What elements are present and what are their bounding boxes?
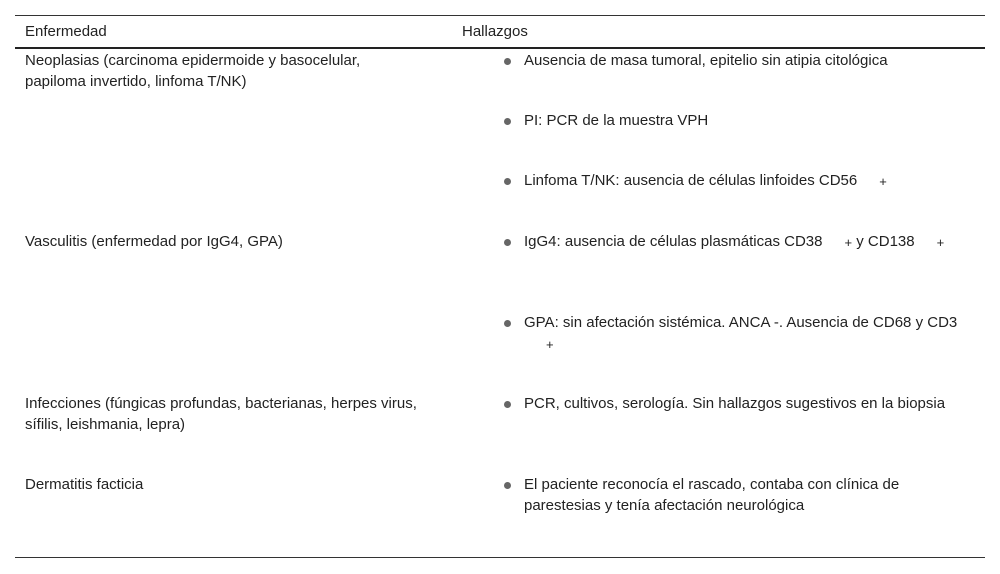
superscript-plus: + (844, 235, 853, 250)
finding-item (504, 393, 964, 414)
finding-item (504, 231, 964, 252)
bullet-icon (504, 58, 511, 65)
superscript-plus: + (546, 337, 554, 352)
finding-text: PI: PCR de la muestra VPH (524, 112, 709, 129)
finding-item (504, 170, 964, 191)
header-hallazgos: Hallazgos (462, 23, 528, 40)
finding-item (504, 312, 964, 354)
disease-vasculitis: Vasculitis (enfermedad por IgG4, GPA) (25, 233, 283, 250)
bullet-icon (504, 482, 511, 489)
bullet-icon (504, 178, 511, 185)
finding-item (504, 50, 964, 71)
disease-infecciones: Infecciones (fúngicas profundas, bacterianas, herpes virus, sífilis, leishmania, lepra) (25, 395, 417, 433)
disease-dermatitis: Dermatitis facticia (25, 476, 144, 493)
table-bottom-rule (15, 557, 985, 558)
disease-neoplasias: Neoplasias (carcinoma epidermoide y basocelular, papiloma invertido, linfoma T/NK) (25, 52, 361, 90)
superscript-plus: + (879, 174, 887, 189)
finding-text: IgG4: ausencia de células plasmáticas CD38 (524, 233, 823, 250)
finding-text: Linfoma T/NK: ausencia de células linfoides CD56 (524, 172, 858, 189)
finding-item (504, 110, 964, 131)
table-header (15, 16, 985, 47)
finding-item (504, 474, 964, 516)
finding-text: GPA: sin afectación sistémica. ANCA -. Ausencia de CD68 y CD3 (524, 314, 958, 331)
header-enfermedad: Enfermedad (25, 23, 107, 40)
bullet-icon (504, 320, 511, 327)
finding-text: Ausencia de masa tumoral, epitelio sin atipia citológica (524, 52, 888, 69)
bullet-icon (504, 239, 511, 246)
finding-text: El paciente reconocía el rascado, contaba con clínica de parestesias y tenía afectación neurológica (524, 476, 900, 514)
finding-text-cont: y CD138 (852, 233, 915, 250)
header-rule (15, 47, 985, 49)
bullet-icon (504, 401, 511, 408)
finding-text: PCR, cultivos, serología. Sin hallazgos sugestivos en la biopsia (524, 395, 946, 412)
superscript-plus: + (936, 235, 945, 250)
bullet-icon (504, 118, 511, 125)
